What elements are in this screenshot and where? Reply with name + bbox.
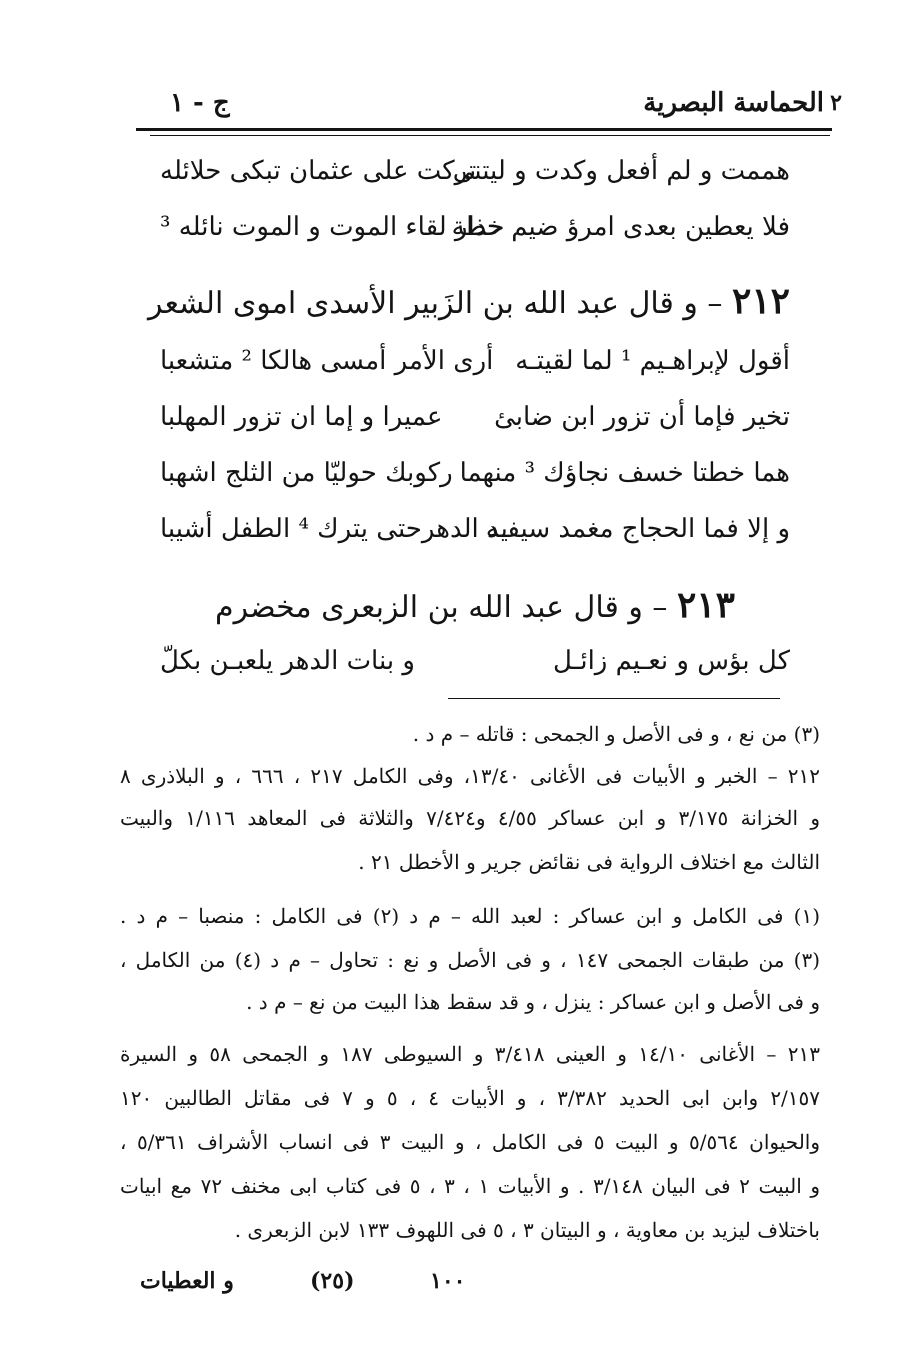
header-rule-thin bbox=[150, 135, 830, 136]
verse-first-hemistich: و إلا فما الحجاج مغمد سيفـه bbox=[485, 514, 790, 544]
signature-number: ١٠٠ bbox=[430, 1268, 466, 1294]
volume-label: ج - ١ bbox=[170, 88, 230, 118]
header-rule bbox=[136, 128, 832, 131]
footnote-line: باختلاف ليزيد بن معاوية ، و البيتان ٣ ، ٥ فى اللهوف ١٣٣ لابن الزبعرى . bbox=[234, 1218, 820, 1242]
poem-heading-text: – و قال عبد الله بن الزَبير الأسدى اموى الشعر bbox=[148, 286, 723, 321]
footnote-line: الثالث مع اختلاف الرواية فى نقائض جرير و الأخطل ٢١ . bbox=[358, 850, 820, 874]
verse-second-hemistich: حذار لقاء الموت و الموت نائله ³ bbox=[160, 212, 505, 242]
poem-number: ٢١٣ bbox=[676, 584, 735, 626]
verse-first-hemistich: هممت و لم أفعل وكدت و ليتنى bbox=[452, 156, 790, 186]
book-title: الحماسة البصرية bbox=[643, 88, 824, 118]
verse-first-hemistich: هما خطتا خسف نجاؤك ³ منهما bbox=[459, 458, 790, 488]
verse-second-hemistich: ركوبك حوليّا من الثلج اشهبا bbox=[160, 458, 453, 488]
footnote-line: (١) فى الكامل و ابن عساكر : لعبد الله – م د (٢) فى الكامل : منصبا – م د . bbox=[120, 904, 820, 928]
verse-line bbox=[160, 156, 790, 202]
verse-second-hemistich: عميرا و إما ان تزور المهلبا bbox=[160, 402, 443, 432]
verse-line bbox=[160, 346, 790, 392]
catchword: و العطيات bbox=[140, 1268, 234, 1294]
verse-second-hemistich: يد الدهرحتى يترك ⁴ الطفل أشيبا bbox=[160, 514, 508, 544]
footnote-line: والحيوان ٥/٥٦٤ و البيت ٥ فى الكامل ، و البيت ٣ فى انساب الأشراف ٥/٣٦١ ، bbox=[120, 1130, 820, 1154]
verse-line bbox=[160, 402, 790, 448]
verse-line bbox=[160, 646, 790, 692]
footnote-line: و فى الأصل و ابن عساكر : ينزل ، و قد سقط هذا البيت من نع – م د . bbox=[246, 990, 820, 1014]
poem-number: ٢١٢ bbox=[731, 280, 790, 322]
verse-second-hemistich: تركت على عثمان تبكى حلائله bbox=[160, 156, 477, 186]
poem-heading-212 bbox=[148, 280, 790, 322]
poem-heading-text: – و قال عبد الله بن الزبعرى مخضرم bbox=[215, 590, 668, 625]
page-mark: ٢ bbox=[830, 90, 842, 116]
verse-first-hemistich: فلا يعطين بعدى امرؤ ضيم خطة bbox=[451, 212, 790, 242]
footnote-line: ٢١٣ – الأغانى ١٤/١٠ و العينى ٣/٤١٨ و السيوطى ١٨٧ و الجمحى ٥٨ و السيرة bbox=[120, 1042, 821, 1066]
verse-first-hemistich: كل بؤس و نعـيم زائـل bbox=[553, 646, 790, 676]
page-number: (٢٥) bbox=[310, 1268, 355, 1294]
footnote-line: و الخزانة ٣/١٧٥ و ابن عساكر ٤/٥٥ و٧/٤٢٤ والثلاثة فى المعاهد ١/١١٦ والبيت bbox=[120, 806, 820, 830]
poem-heading-213 bbox=[160, 584, 790, 626]
running-header bbox=[130, 84, 842, 124]
footnote-line: ٢١٢ – الخبر و الأبيات فى الأغانى ١٣/٤٠، وفى الكامل ٢١٧ ، ٦٦٦ ، و البلاذرى ٨ bbox=[120, 764, 821, 788]
footnote-line: (٣) من طبقات الجمحى ١٤٧ ، و فى الأصل و نع : تحاول – م د (٤) من الكامل ، bbox=[120, 948, 821, 972]
verse-second-hemistich: أرى الأمر أمسى هالكا ² متشعبا bbox=[160, 346, 494, 376]
footnote-separator bbox=[448, 698, 780, 699]
footnote-line: و البيت ٢ فى البيان ٣/١٤٨ . و الأبيات ١ ، ٣ ، ٥ فى كتاب ابى مخنف ٧٢ مع ابيات bbox=[120, 1174, 821, 1198]
page-footer bbox=[120, 1268, 820, 1308]
verse-first-hemistich: تخير فإما أن تزور ابن ضابئ bbox=[494, 402, 790, 432]
verse-second-hemistich: و بنات الدهر يلعبـن بكلّ bbox=[160, 646, 415, 676]
verse-line bbox=[160, 514, 790, 560]
footnote-line: ٢/١٥٧ وابن ابى الحديد ٣/٣٨٢ ، و الأبيات ٤ ، ٥ و ٧ فى مقاتل الطالبين ١٢٠ bbox=[120, 1086, 821, 1110]
footnote-line: (٣) من نع ، و فى الأصل و الجمحى : قاتله – م د . bbox=[412, 722, 820, 746]
verse-line bbox=[160, 458, 790, 504]
verse-first-hemistich: أقول لإبراهـيم ¹ لما لقيتـه bbox=[515, 346, 790, 376]
verse-line bbox=[160, 212, 790, 258]
